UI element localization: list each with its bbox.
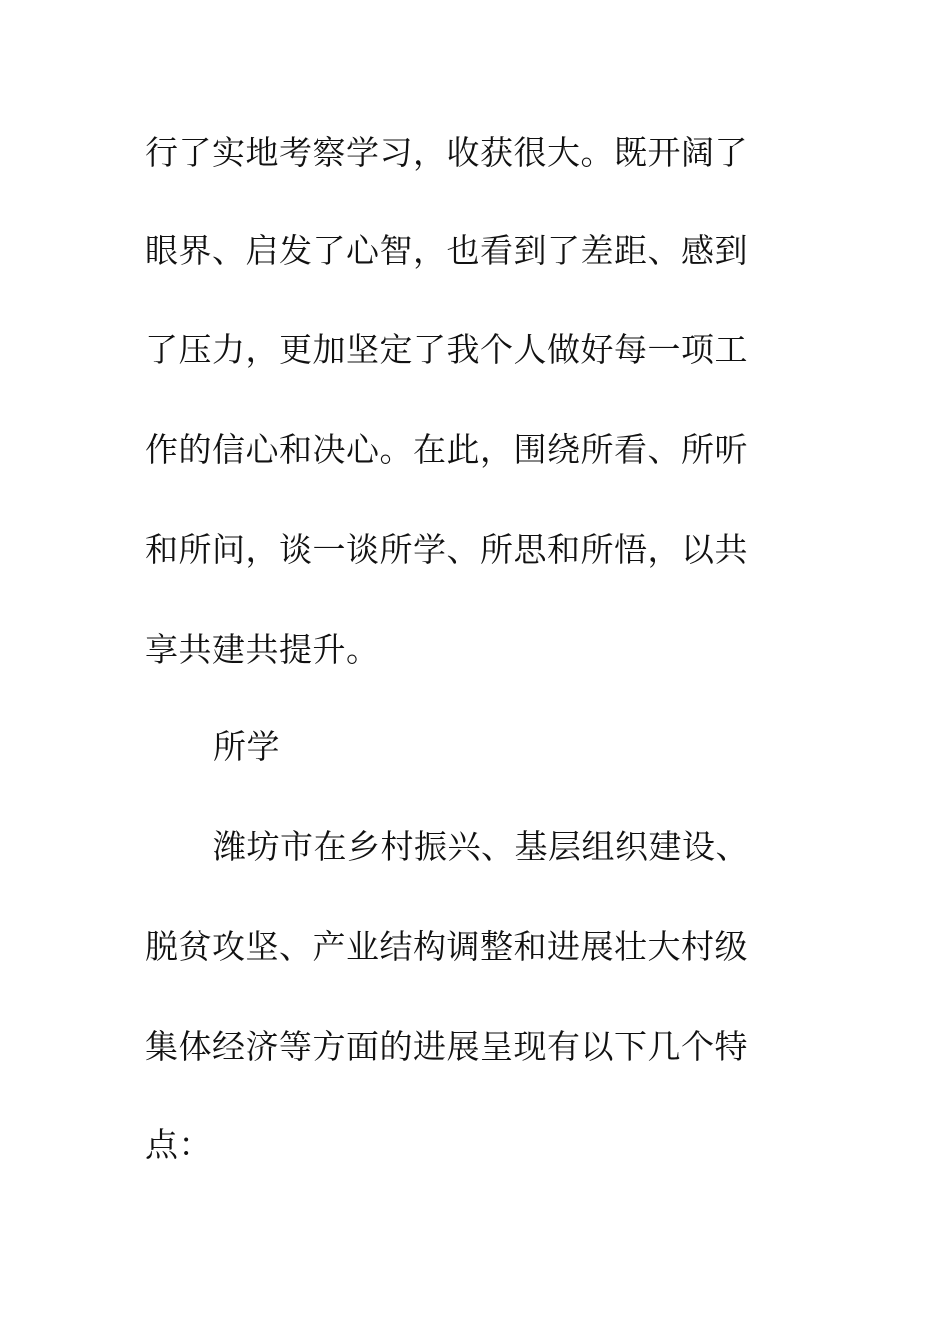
text-line-1: 行了实地考察学习，收获很大。既开阔了 [145, 133, 748, 172]
text-line-3: 了压力，更加坚定了我个人做好每一项工 [145, 330, 748, 369]
text-line-10: 集体经济等方面的进展呈现有以下几个特 [145, 1027, 748, 1066]
text-line-8: 潍坊市在乡村振兴、基层组织建设、 [213, 827, 749, 866]
text-line-4: 作的信心和决心。在此，围绕所看、所听 [145, 430, 748, 469]
text-line-2: 眼界、启发了心智，也看到了差距、感到 [145, 231, 748, 270]
text-line-6: 享共建共提升。 [145, 630, 380, 669]
text-line-11: 点： [145, 1125, 212, 1164]
text-line-9: 脱贫攻坚、产业结构调整和进展壮大村级 [145, 927, 748, 966]
section-heading: 所学 [213, 727, 280, 766]
text-line-5: 和所问，谈一谈所学、所思和所悟，以共 [145, 530, 748, 569]
